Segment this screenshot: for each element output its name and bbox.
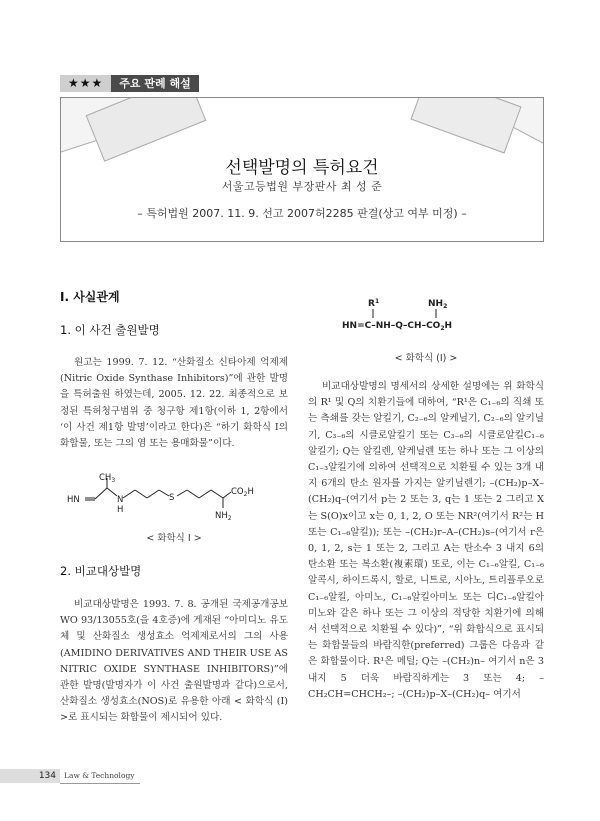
formula-r1-sup: 1 — [374, 298, 380, 305]
body-paragraph: 비교대상발명은 1993. 7. 8. 공개된 국제공개공보 WO 93/13055호(을 4호증)에 게재된 “아미디노 유도체 및 산화질소 생성효소 억제제로서의 그의 사용(AMIDINO DERIVATIVES AND THEIR USE AS NITRIC OXIDE SYNTHASE INHIBITORS)”에 관한 발명(발명자가 이 사건 출원발명과 같다)으로서, 산화질소 생성효소(NOS)로 유용한 아래 < 화학식 (I) >로 표시되는 화합물이 제시되어 있다. — [60, 599, 288, 724]
svg-text:NH2 — [215, 511, 232, 522]
formula-co2h-sub: 2 — [243, 491, 248, 498]
section-tag: 주요 판례 해설 — [111, 75, 198, 92]
svg-text:CH3 — [99, 473, 115, 484]
formula-nh2-sub: 2 — [443, 303, 448, 310]
formula-ch3-sub: 3 — [111, 477, 116, 484]
page-number: 134 — [0, 769, 60, 783]
title-box — [60, 97, 544, 242]
formula-ch3: CH — [99, 473, 112, 483]
body-paragraph: 원고는 1999. 7. 12. “산화질소 신타아제 억제제(Nitric Oxide Synthase Inhibitors)”에 관한 발명을 특허출원 하였는데, 2005. 12. 22. 최종적으로 보정된 특허청구범위 중 청구항 제1항(이하 1, 2항에서 ‘이 사건 제1항 발명’이라고 한다)은 “하기 화학식 I의 화합물, 또는 그의 염 또는 용매화물”이다. — [60, 357, 288, 450]
formula-nh2: NH — [428, 299, 444, 309]
footer-divider — [60, 783, 140, 784]
svg-text:HN=C–NH–Q–CH–CO2H — [342, 321, 452, 332]
decorative-frame — [410, 97, 521, 154]
formula-main-sub: 2 — [440, 325, 445, 332]
formula-main-end: H — [444, 321, 453, 331]
svg-text:CO2H — [231, 487, 254, 498]
magazine-name: Law & Technology — [64, 771, 135, 780]
section-header-bar — [60, 75, 199, 92]
figure-caption: < 화학식 (I) > — [394, 353, 458, 364]
formula-r1: R — [368, 299, 375, 309]
svg-text:R1 — [368, 298, 379, 309]
chemical-structure-1 — [65, 472, 280, 530]
section-heading: I. 사실관계 — [60, 290, 120, 304]
case-reference: – 특허법원 2007. 11. 9. 선고 2007허2285 판결(상고 여부 미정) – — [137, 207, 467, 220]
formula-s: S — [169, 493, 175, 503]
formula-co2h: CO — [231, 487, 244, 497]
formula-hn: HN — [67, 495, 80, 505]
formula-n: N — [117, 495, 124, 505]
subsection-heading: 2. 비교대상발명 — [60, 564, 142, 578]
formula-nh2-sub: 2 — [227, 515, 232, 522]
formula-nh2: NH — [215, 511, 228, 521]
formula-h: H — [117, 505, 124, 515]
body-paragraph: 비교대상발명의 명세서의 상세한 설명에는 위 화학식의 R¹ 및 Q의 치환기들에 대하여, “R¹은 C₁₋₆의 직쇄 또는 측쇄를 갖는 알킬기, C₂₋₆의 알케닐기, C₂₋₆의 알키닐기, C₃₋₆의 시클로알킬기 또는 C₃₋₆의 시클로알킬C₁₋₆알킬기; Q는 알킬렌, 알케닐렌 또는 하나 또는 그 이상의 C₁₋₃알킬기에 의하여 선택적으로 치환될 수 있는 3개 내지 6개의 탄소 원자를 가지는 알키닐렌기; –(CH₂)p–X–(CH₂)q–(여기서 p는 2 또는 3, q는 1 또는 2 그리고 X는 S(O)x이고 x는 0, 1, 2, O 또는 NR²(여기서 R²는 H 또는 C₁₋₆알킬)); 또는 –(CH₂)r–A–(CH₂)s–(여기서 r은 0, 1, 2, s는 1 또는 2, 그리고 A는 탄소수 3 내지 6의 탄소환 또는 복소환(複素環) 또로, 이는 C₁₋₆알킬, C₁₋₆알콕시, 하이드록시, 할로, 니트로, 시아노, 트리플루오로C₁₋₆알킬, 아미노, C₁₋₆알킬아미노 또는 디C₁₋₆알킬아미노와 같은 하나 또는 그 이상의 적당한 치환기에 의해서 선택적으로 치환될 수 있다)”, “위 화합식으로 표시되는 화합물들의 바람직한(preferred) 그룹은 다음과 같은 화합물이다. R¹은 메틸; Q는 –(CH₂)n– 여기서 n은 3 내지 5 더욱 바람직하게는 3 또는 4; –CH₂CH=CHCH₂–; –(CH₂)p–X–(CH₂)q– 여기서 — [308, 381, 544, 700]
stars-mark: ★★★ — [60, 75, 111, 92]
formula-co2h-end: H — [247, 487, 254, 497]
formula-main: HN=C–NH–Q–CH–CO — [342, 321, 441, 331]
author-line: 서울고등법원 부장판사 최 성 준 — [221, 180, 383, 193]
figure-caption: < 화학식 I > — [146, 533, 202, 544]
subsection-heading: 1. 이 사건 출원발명 — [60, 323, 160, 337]
page-title: 선택발명의 특허요건 — [225, 158, 379, 178]
svg-text:NH2 — [428, 299, 447, 310]
chemical-structure-2 — [340, 295, 520, 340]
